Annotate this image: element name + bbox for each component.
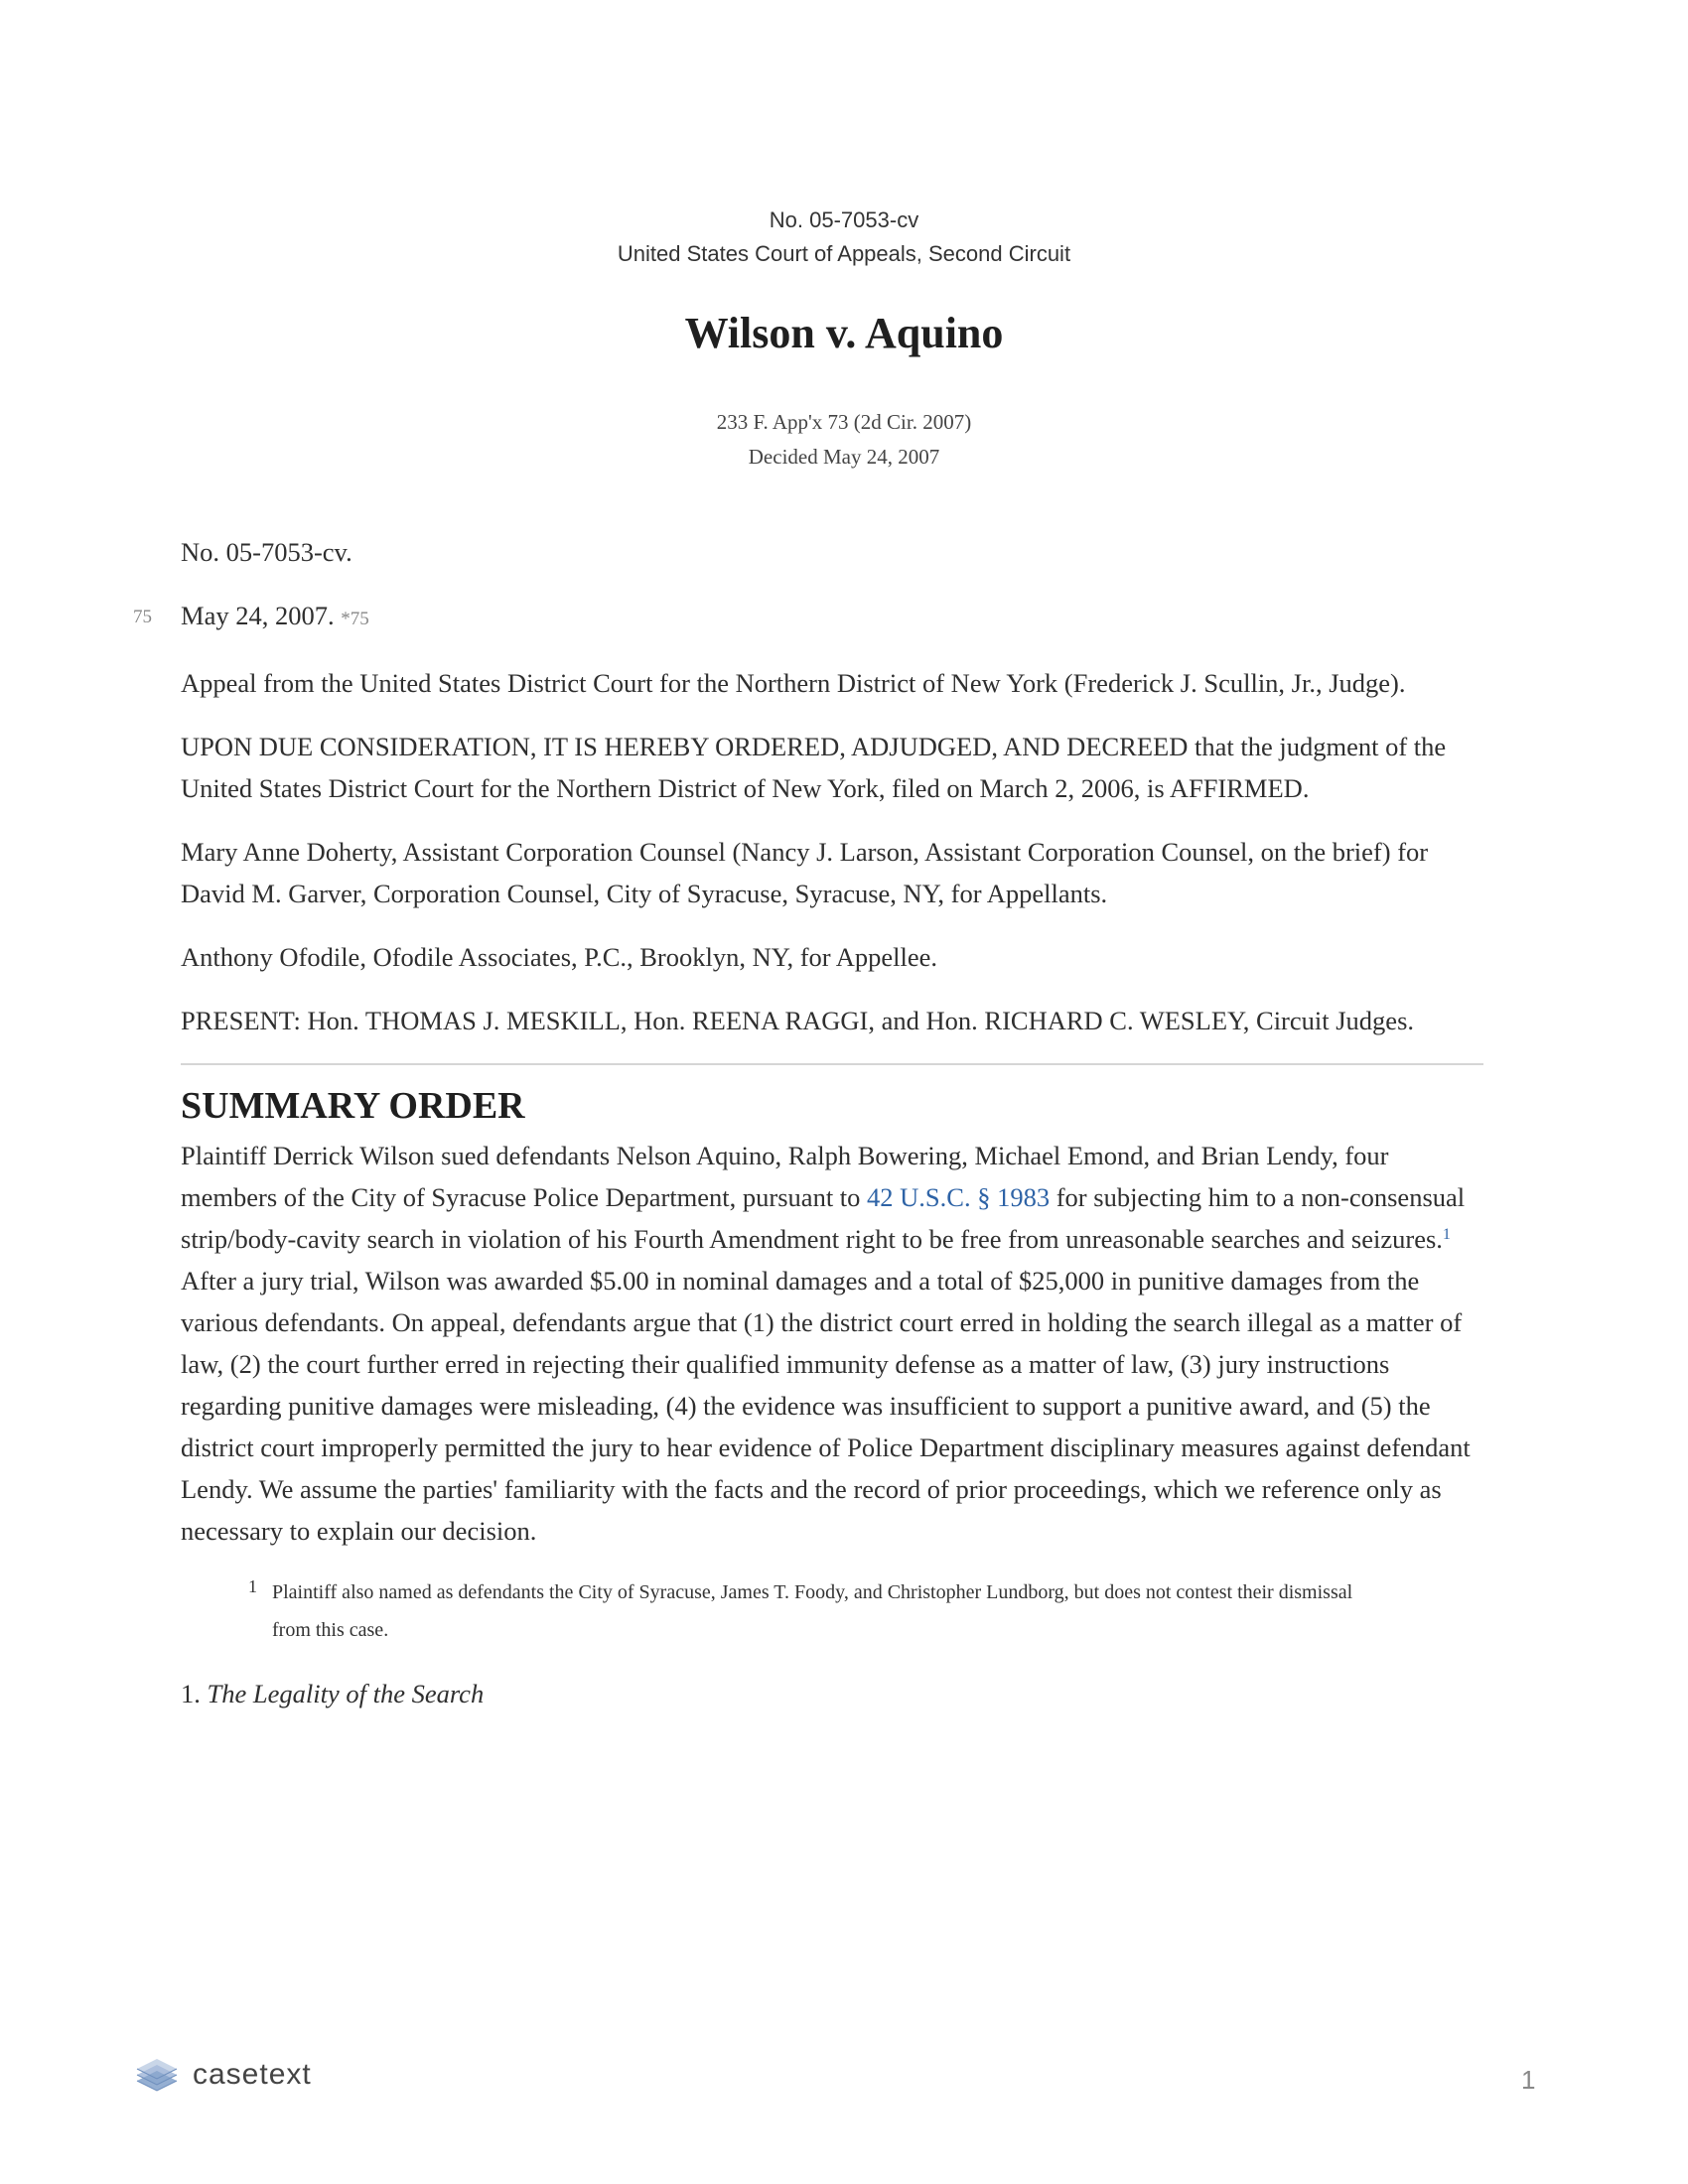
section-divider xyxy=(181,1063,1483,1065)
summary-text-b: for subjecting him to a non-consensual strip/body-cavity search in violation of his Fourth Amendment right to be free from unreasonable searches and seizures. xyxy=(181,1182,1466,1254)
counsel-appellants: Mary Anne Doherty, Assistant Corporation Counsel (Nancy J. Larson, Assistant Corporation Counsel, on the brief) for David M. Garver, Corporation Counsel, City of Syracuse, Syracuse, NY, for Appellants. xyxy=(181,837,1429,908)
reporter-citation: 233 F. App'x 73 (2d Cir. 2007) xyxy=(716,410,972,434)
layers-logo-icon xyxy=(133,2055,181,2095)
docket-line: No. 05-7053-cv. xyxy=(181,537,352,567)
footnote xyxy=(248,1573,1364,1649)
subheading-number: 1. xyxy=(181,1679,201,1708)
summary-paragraph xyxy=(181,1135,1483,1552)
summary-order-heading: SUMMARY ORDER xyxy=(181,1085,525,1127)
page-number: 1 xyxy=(1521,2065,1536,2095)
logo-text: casetext xyxy=(193,2058,312,2091)
case-title: Wilson v. Aquino xyxy=(684,309,1004,357)
subheading-title: The Legality of the Search xyxy=(207,1679,485,1708)
docket-number: No. 05-7053-cv xyxy=(769,207,919,232)
decision-date: Decided May 24, 2007 xyxy=(748,445,940,469)
page-marker: 75 xyxy=(133,607,152,627)
subheading-legality xyxy=(181,1673,1483,1714)
counsel-appellee: Anthony Ofodile, Ofodile Associates, P.C., Brooklyn, NY, for Appellee. xyxy=(181,942,938,972)
summary-text-a: Plaintiff Derrick Wilson sued defendants Nelson Aquino, Ralph Bowering, Michael Emond, and Brian Lendy, four members of the City of Syracuse Police Department, pursuant to xyxy=(181,1141,1389,1212)
ordered-paragraph: UPON DUE CONSIDERATION, IT IS HEREBY ORDERED, ADJUDGED, AND DECREED that the judgment of the United States District Court for the Northern District of New York, filed on March 2, 2006, is AFFIRMED. xyxy=(181,732,1447,803)
statute-link[interactable]: 42 U.S.C. § 1983 xyxy=(867,1182,1051,1212)
present-judges: PRESENT: Hon. THOMAS J. MESKILL, Hon. REENA RAGGI, and Hon. RICHARD C. WESLEY, Circuit Judges. xyxy=(181,1006,1415,1035)
footnote-number: 1 xyxy=(248,1576,257,1596)
court-name: United States Court of Appeals, Second Circuit xyxy=(617,241,1071,266)
opinion-body xyxy=(133,531,1483,1736)
casetext-logo xyxy=(133,2051,312,2099)
appeal-from: Appeal from the United States District Court for the Northern District of New York (Frederick J. Scullin, Jr., Judge). xyxy=(181,668,1406,698)
date-line: May 24, 2007. xyxy=(181,601,335,630)
document-header xyxy=(0,204,1688,271)
date-line-paragraph xyxy=(133,595,1483,640)
star-page: *75 xyxy=(341,609,369,629)
footnote-reference[interactable]: 1 xyxy=(1442,1226,1451,1243)
footnote-text: Plaintiff also named as defendants the City of Syracuse, James T. Foody, and Christopher Lundborg, but does not contest their dismissal from this case. xyxy=(272,1581,1353,1641)
citation-block xyxy=(0,405,1688,475)
summary-text-c: After a jury trial, Wilson was awarded $5.00 in nominal damages and a total of $25,000 in punitive damages from the various defendants. On appeal, defendants argue that (1) the district court erred in holding the search illegal as a matter of law, (2) the court further erred in rejecting their qualified immunity defense as a matter of law, (3) jury instructions regarding punitive damages were misleading, (4) the evidence was insufficient to support a punitive award, and (5) the district court improperly permitted the jury to hear evidence of Police Department disciplinary measures against defendant Lendy. We assume the parties' familiarity with the facts and the record of prior proceedings, which we reference only as necessary to explain our decision. xyxy=(181,1266,1471,1546)
